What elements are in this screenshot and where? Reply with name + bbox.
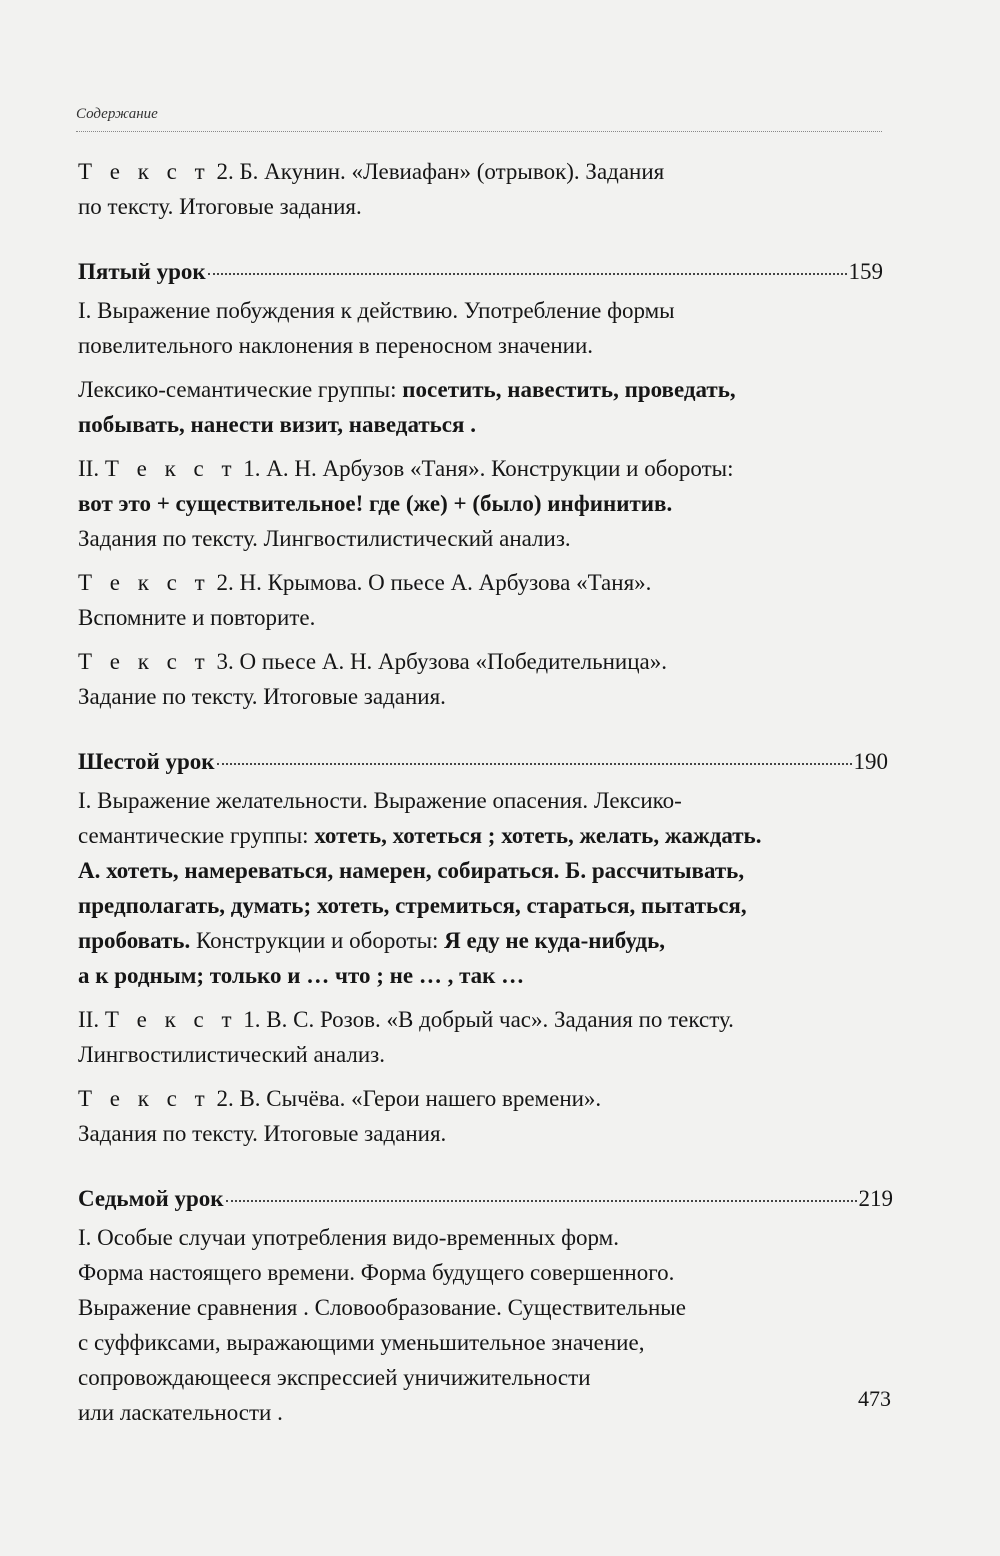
lesson-page-number: 219 [858, 1186, 893, 1211]
toc-entry: Т е к с т 2. В. Сычёва. «Герои нашего времени». Задания по тексту. Итоговые задания. [78, 1086, 602, 1146]
toc-entry: I. Выражение желательности. Выражение опасения. Лексико- семантические группы: хотеть, хотеться ; хотеть, желать, жаждать. А. хотеть, намереваться, намерен, собираться. Б. рассчитывать, предполагать, думать; хотеть, стремиться, стараться, пытаться, пробовать. Конструкции и обороты: Я еду не куда-нибудь, а к родным; только и … что ; не … , так … [78, 788, 762, 988]
lesson-heading-7[interactable] [78, 1181, 893, 1216]
lesson-title: Седьмой урок [78, 1186, 224, 1211]
toc-entry: II. Т е к с т 1. В. С. Розов. «В добрый час». Задания по тексту. Лингвостилистический анализ. [78, 1007, 734, 1067]
lesson-heading-5[interactable] [78, 254, 883, 289]
dot-leader [226, 1200, 857, 1202]
toc-content [78, 154, 908, 1439]
lesson-page-number: 159 [848, 259, 883, 284]
toc-entry-intro: Т е к с т 2. Б. Акунин. «Левиафан» (отрывок). Задания по тексту. Итоговые задания. [78, 159, 665, 219]
toc-entry: II. Т е к с т 1. А. Н. Арбузов «Таня». Конструкции и обороты: вот это + существительное! где (же) + (было) инфинитив. Задания по тексту. Лингвостилистический анализ. [78, 456, 734, 551]
toc-entry: Лексико-семантические группы: посетить, навестить, проведать, побывать, нанести визит, наведаться . [78, 377, 736, 437]
lesson-heading-6[interactable] [78, 744, 888, 779]
toc-entry: Т е к с т 2. Н. Крымова. О пьесе А. Арбузова «Таня». Вспомните и повторите. [78, 570, 652, 630]
toc-entry: I. Особые случаи употребления видо-временных форм. Форма настоящего времени. Форма будущего совершенного. Выражение сравнения . Словообразование. Существительные с суффиксами, выражающими уменьшительное значение, сопровождающееся экспрессией уничижительности или ласкательности . [78, 1225, 686, 1425]
lesson-title: Шестой урок [78, 749, 215, 774]
toc-entry: I. Выражение побуждения к действию. Употребление формы повелительного наклонения в переносном значении. [78, 298, 675, 358]
header-rule [76, 131, 882, 132]
spaced-word: Т е к с т [78, 159, 211, 184]
dot-leader [217, 763, 852, 765]
lesson-title: Пятый урок [78, 259, 206, 284]
page-number: 473 [858, 1386, 891, 1411]
toc-entry: Т е к с т 3. О пьесе А. Н. Арбузова «Победительница». Задание по тексту. Итоговые задания. [78, 649, 667, 709]
dot-leader [208, 273, 847, 275]
lesson-page-number: 190 [853, 749, 888, 774]
running-head: Содержание [76, 106, 158, 122]
